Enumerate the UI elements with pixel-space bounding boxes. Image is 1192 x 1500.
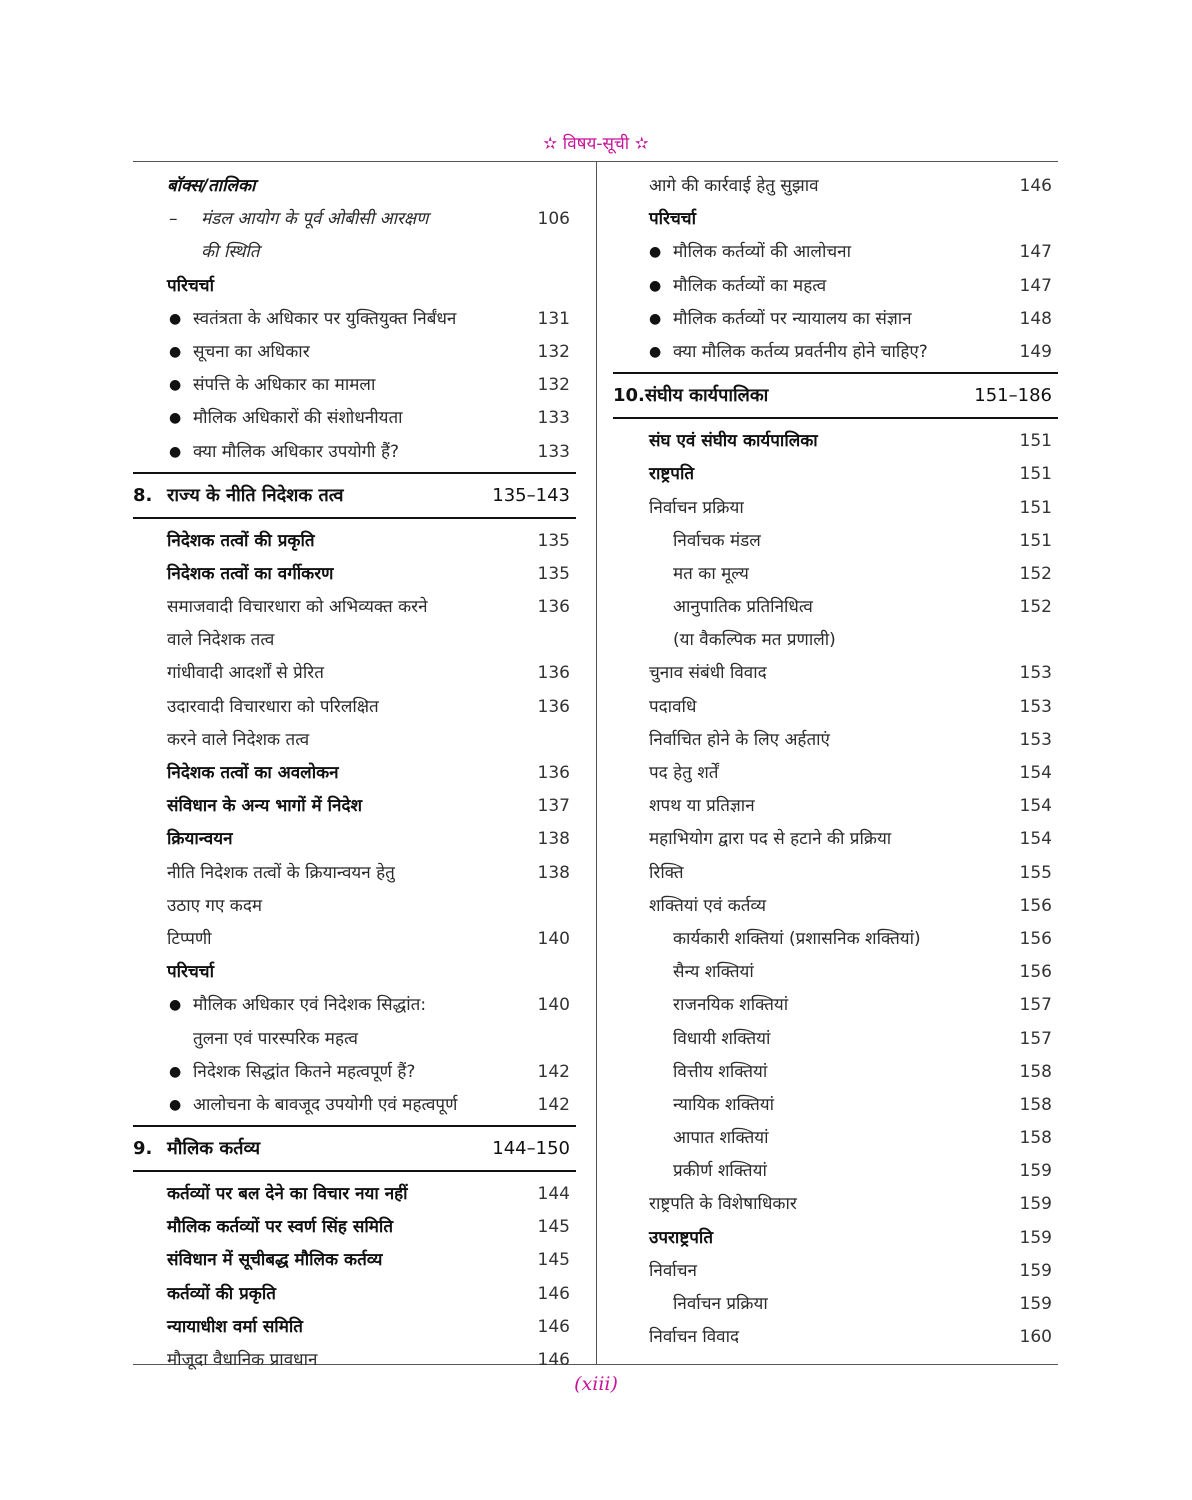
toc-entry-title: महाभियोग द्वारा पद से हटाने की प्रक्रिया — [649, 829, 892, 850]
toc-entry-title: आलोचना के बावजूद उपयोगी एवं महत्वपूर्ण — [193, 1094, 458, 1115]
toc-entry-title: आनुपातिक प्रतिनिधित्व — [673, 597, 813, 618]
toc-entry-title: क्रियान्वयन — [167, 829, 233, 850]
toc-entry — [613, 336, 1058, 369]
toc-entry — [613, 1288, 1058, 1321]
toc-entry-page: 131 — [537, 308, 570, 329]
page-number: (xiii) — [574, 1373, 618, 1395]
toc-entry-page: 138 — [537, 829, 570, 850]
toc-entry-page: 133 — [537, 441, 570, 462]
toc-entry — [613, 1321, 1058, 1354]
toc-entry-page: 146 — [537, 1316, 570, 1337]
chapter-number: 10. — [613, 385, 645, 407]
toc-entry-title: की स्थिति — [201, 242, 260, 263]
toc-entry-title: निदेशक सिद्धांत कितने महत्वपूर्ण हैं? — [193, 1061, 416, 1082]
toc-entry-title: संघ एवं संघीय कार्यपालिका — [649, 431, 818, 452]
toc-entry-title: उदारवादी विचारधारा को परिलक्षित — [167, 696, 379, 717]
toc-entry-page: 140 — [537, 928, 570, 949]
toc-entry — [613, 525, 1058, 558]
toc-entry-page: 154 — [1019, 796, 1052, 817]
toc-entry-page: 153 — [1019, 663, 1052, 684]
toc-entry-title: वाले निदेशक तत्व — [167, 630, 275, 651]
bullet-icon: ● — [169, 377, 182, 394]
toc-entry-page: 146 — [1019, 176, 1052, 196]
toc-entry — [613, 1188, 1058, 1221]
bullet-icon: ● — [169, 1096, 182, 1113]
toc-entry — [613, 624, 1058, 657]
toc-entry — [133, 1178, 576, 1211]
toc-entry — [133, 790, 576, 823]
toc-entry-page: 154 — [1019, 829, 1052, 850]
toc-entry-page: 155 — [1019, 862, 1052, 883]
toc-entry-title: शक्तियां एवं कर्तव्य — [649, 895, 767, 916]
toc-entry-page: 153 — [1019, 729, 1052, 750]
chapter-heading — [613, 372, 1058, 419]
toc-entry-title: बॉक्स/तालिका — [167, 176, 256, 196]
toc-entry — [613, 890, 1058, 923]
toc-entry — [613, 1255, 1058, 1288]
toc-entry-title: मौलिक कर्तव्यों पर न्यायालय का संज्ञान — [673, 308, 912, 329]
toc-entry-page: 135 — [537, 530, 570, 551]
toc-entry-title: गांधीवादी आदर्शों से प्रेरित — [167, 663, 324, 684]
toc-entry — [133, 170, 576, 203]
toc-entry-page: 156 — [1019, 928, 1052, 949]
toc-entry-title: कर्तव्यों पर बल देने का विचार नया नहीं — [167, 1184, 408, 1205]
toc-entry — [133, 303, 576, 336]
toc-entry-page: 158 — [1019, 1061, 1052, 1082]
toc-entry-title: निदेशक तत्वों की प्रकृति — [167, 530, 315, 551]
toc-entry-page: 160 — [1019, 1327, 1052, 1348]
chapter-title: संघीय कार्यपालिका — [645, 385, 769, 407]
toc-entry — [613, 857, 1058, 890]
toc-entry-title: शपथ या प्रतिज्ञान — [649, 796, 755, 817]
bullet-icon: ● — [169, 1063, 182, 1080]
toc-entry — [133, 1278, 576, 1311]
toc-entry-title: परिचर्चा — [649, 209, 697, 230]
page-header: ✫ विषय-सूची ✫ — [543, 134, 649, 154]
toc-entry-title: समाजवादी विचारधारा को अभिव्यक्त करने — [167, 597, 428, 618]
toc-entry — [133, 525, 576, 558]
toc-entry-page: 158 — [1019, 1128, 1052, 1149]
toc-entry — [613, 458, 1058, 491]
toc-entry-title: मौलिक अधिकारों की संशोधनीयता — [193, 408, 403, 429]
toc-entry-title: चुनाव संबंधी विवाद — [649, 663, 767, 684]
toc-entry-page: 145 — [537, 1217, 570, 1238]
toc-entry-page: 149 — [1019, 341, 1052, 362]
toc-entry-page: 151 — [1019, 464, 1052, 485]
toc-entry — [133, 1311, 576, 1344]
bullet-icon: ● — [649, 310, 662, 327]
toc-entry-page: 153 — [1019, 696, 1052, 717]
toc-entry — [613, 1222, 1058, 1255]
toc-entry-title: मत का मूल्य — [673, 563, 749, 584]
toc-entry — [613, 1023, 1058, 1056]
toc-entry-title: तुलना एवं पारस्परिक महत्व — [193, 1028, 358, 1049]
toc-entry — [133, 657, 576, 690]
toc-entry — [613, 989, 1058, 1022]
toc-entry-title: मौलिक कर्तव्यों की आलोचना — [673, 242, 851, 263]
toc-entry — [133, 857, 576, 890]
bullet-icon: ● — [169, 343, 182, 360]
bullet-icon: ● — [169, 997, 182, 1014]
toc-entry-title: निदेशक तत्वों का अवलोकन — [167, 763, 339, 783]
toc-entry — [133, 369, 576, 402]
toc-entry — [133, 757, 576, 790]
toc-entry — [133, 558, 576, 591]
toc-entry — [613, 425, 1058, 458]
toc-entry-page: 158 — [1019, 1094, 1052, 1115]
bullet-icon: ● — [169, 443, 182, 460]
bullet-icon: ● — [649, 343, 662, 360]
toc-entry-title: आपात शक्तियां — [673, 1128, 769, 1149]
toc-entry-page: 106 — [537, 209, 570, 230]
toc-entry-page: 151 — [1019, 431, 1052, 452]
toc-entry-title: वित्तीय शक्तियां — [673, 1061, 768, 1082]
toc-entry-page: 132 — [537, 341, 570, 362]
toc-entry-title: मौलिक अधिकार एवं निदेशक सिद्धांत: — [193, 995, 427, 1016]
chapter-title: राज्य के नीति निदेशक तत्व — [167, 484, 344, 506]
toc-entry-title: निदेशक तत्वों का वर्गीकरण — [167, 563, 334, 584]
toc-entry — [133, 203, 576, 236]
toc-entry-title: निर्वाचित होने के लिए अर्हताएं — [649, 729, 830, 750]
toc-entry-title: संविधान के अन्य भागों में निदेश — [167, 796, 363, 817]
toc-entry — [613, 956, 1058, 989]
toc-entry-title: कार्यकारी शक्तियां (प्रशासनिक शक्तियां) — [673, 928, 921, 949]
column-divider — [596, 161, 597, 1364]
toc-entry-page: 159 — [1019, 1294, 1052, 1314]
toc-entry-title: कर्तव्यों की प्रकृति — [167, 1283, 276, 1304]
toc-entry-page: 145 — [537, 1250, 570, 1271]
toc-entry-page: 152 — [1019, 563, 1052, 584]
toc-entry — [613, 657, 1058, 690]
toc-entry — [133, 724, 576, 757]
toc-entry — [613, 1155, 1058, 1188]
toc-entry-title: न्यायाधीश वर्मा समिति — [167, 1316, 303, 1337]
toc-entry — [133, 890, 576, 923]
toc-entry — [613, 492, 1058, 525]
bullet-icon: ● — [169, 410, 182, 427]
toc-entry-title: मौलिक कर्तव्यों पर स्वर्ण सिंह समिति — [167, 1217, 394, 1238]
toc-entry-title: संपत्ति के अधिकार का मामला — [193, 375, 376, 396]
toc-entry — [133, 923, 576, 956]
toc-entry — [613, 236, 1058, 269]
toc-entry — [133, 956, 576, 989]
toc-entry-title: सूचना का अधिकार — [193, 341, 310, 362]
toc-entry-page: 132 — [537, 375, 570, 396]
toc-entry-page: 140 — [537, 995, 570, 1016]
chapter-number: 8. — [133, 484, 153, 506]
toc-entry-title: (या वैकल्पिक मत प्रणाली) — [673, 630, 836, 651]
toc-entry — [613, 691, 1058, 724]
toc-entry — [133, 591, 576, 624]
toc-entry — [613, 757, 1058, 790]
toc-entry-title: निर्वाचन — [649, 1260, 697, 1281]
toc-entry — [133, 436, 576, 469]
toc-entry-page: 138 — [537, 862, 570, 883]
chapter-page-range: 151–186 — [974, 385, 1052, 407]
toc-right-column — [613, 170, 1058, 1354]
toc-entry-title: क्या मौलिक कर्तव्य प्रवर्तनीय होने चाहिए? — [673, 341, 928, 362]
toc-entry-page: 142 — [537, 1094, 570, 1115]
toc-entry — [613, 270, 1058, 303]
toc-entry-page: 159 — [1019, 1194, 1052, 1215]
toc-entry-page: 146 — [537, 1350, 570, 1370]
chapter-title: मौलिक कर्तव्य — [167, 1138, 261, 1160]
toc-entry — [613, 923, 1058, 956]
toc-entry-title: मौलिक कर्तव्यों का महत्व — [673, 275, 827, 296]
toc-entry-page: 136 — [537, 597, 570, 618]
bullet-icon: ● — [169, 310, 182, 327]
toc-entry-title: टिप्पणी — [167, 928, 212, 949]
toc-entry — [613, 170, 1058, 203]
toc-entry-title: राजनयिक शक्तियां — [673, 995, 789, 1016]
toc-entry-title: मंडल आयोग के पूर्व ओबीसी आरक्षण — [201, 209, 429, 230]
chapter-page-range: 135–143 — [492, 484, 570, 506]
toc-entry — [133, 1056, 576, 1089]
toc-entry — [133, 989, 576, 1022]
toc-entry-title: पदावधि — [649, 696, 697, 717]
chapter-number: 9. — [133, 1138, 153, 1160]
toc-entry-title: परिचर्चा — [167, 962, 215, 983]
toc-entry — [133, 336, 576, 369]
toc-entry-title: निर्वाचन प्रक्रिया — [649, 497, 744, 518]
toc-entry-title: न्यायिक शक्तियां — [673, 1094, 775, 1115]
toc-entry-title: मौजूदा वैधानिक प्रावधान — [167, 1350, 318, 1370]
toc-entry-title: उपराष्ट्रपति — [649, 1227, 714, 1248]
toc-entry-title: प्रकीर्ण शक्तियां — [673, 1161, 767, 1182]
toc-entry-title: आगे की कार्रवाई हेतु सुझाव — [649, 176, 819, 196]
chapter-heading — [133, 1125, 576, 1172]
toc-entry-page: 151 — [1019, 497, 1052, 518]
chapter-heading — [133, 472, 576, 519]
toc-entry-page: 137 — [537, 796, 570, 817]
toc-entry — [133, 236, 576, 269]
toc-entry — [133, 1089, 576, 1122]
toc-entry — [133, 1211, 576, 1244]
toc-entry — [613, 1056, 1058, 1089]
toc-entry-page: 151 — [1019, 530, 1052, 551]
toc-entry-page: 154 — [1019, 763, 1052, 783]
toc-entry-page: 157 — [1019, 1028, 1052, 1049]
toc-entry-page: 136 — [537, 696, 570, 717]
toc-entry — [133, 1023, 576, 1056]
toc-entry-page: 146 — [537, 1283, 570, 1304]
toc-entry-page: 152 — [1019, 597, 1052, 618]
toc-entry — [613, 790, 1058, 823]
toc-entry — [613, 724, 1058, 757]
bullet-icon: ● — [649, 244, 662, 261]
toc-entry-page: 156 — [1019, 962, 1052, 983]
toc-entry-page: 147 — [1019, 242, 1052, 263]
toc-entry-title: विधायी शक्तियां — [673, 1028, 771, 1049]
bullet-icon: ● — [649, 277, 662, 294]
toc-entry-title: करने वाले निदेशक तत्व — [167, 729, 310, 750]
toc-entry-title: पद हेतु शर्तें — [649, 763, 719, 783]
toc-entry-title: रिक्ति — [649, 862, 684, 883]
toc-entry-title: क्या मौलिक अधिकार उपयोगी हैं? — [193, 441, 400, 462]
toc-entry-title: सैन्य शक्तियां — [673, 962, 754, 983]
toc-entry-title: स्वतंत्रता के अधिकार पर युक्तियुक्त निर्बंधन — [193, 308, 457, 329]
toc-entry-title: निर्वाचन विवाद — [649, 1327, 740, 1348]
chapter-page-range: 144–150 — [492, 1138, 570, 1160]
toc-entry-title: परिचर्चा — [167, 275, 215, 296]
toc-entry-page: 136 — [537, 663, 570, 684]
toc-entry — [613, 823, 1058, 856]
toc-entry-page: 147 — [1019, 275, 1052, 296]
toc-entry — [613, 303, 1058, 336]
toc-entry-page: 148 — [1019, 308, 1052, 329]
toc-entry-page: 135 — [537, 563, 570, 584]
toc-entry — [613, 1089, 1058, 1122]
toc-entry-page: 136 — [537, 763, 570, 783]
toc-entry — [613, 558, 1058, 591]
toc-entry — [613, 591, 1058, 624]
toc-entry — [133, 1244, 576, 1277]
toc-entry — [133, 402, 576, 435]
toc-entry-page: 144 — [537, 1184, 570, 1205]
dash-marker: – — [169, 209, 178, 230]
toc-entry-page: 159 — [1019, 1161, 1052, 1182]
toc-left-column — [133, 170, 576, 1377]
toc-entry-page: 159 — [1019, 1227, 1052, 1248]
toc-entry-title: निर्वाचन प्रक्रिया — [673, 1294, 768, 1314]
toc-entry — [133, 691, 576, 724]
toc-entry-page: 159 — [1019, 1260, 1052, 1281]
toc-entry — [613, 1122, 1058, 1155]
toc-entry — [133, 270, 576, 303]
toc-entry-page: 142 — [537, 1061, 570, 1082]
toc-entry-title: संविधान में सूचीबद्ध मौलिक कर्तव्य — [167, 1250, 383, 1271]
toc-entry — [133, 624, 576, 657]
toc-entry-title: राष्ट्रपति — [649, 464, 695, 485]
toc-entry-title: राष्ट्रपति के विशेषाधिकार — [649, 1194, 797, 1215]
toc-entry-title: नीति निदेशक तत्वों के क्रियान्वयन हेतु — [167, 862, 395, 883]
toc-entry-page: 133 — [537, 408, 570, 429]
toc-entry-page: 157 — [1019, 995, 1052, 1016]
toc-entry-page: 156 — [1019, 895, 1052, 916]
toc-entry-title: उठाए गए कदम — [167, 895, 263, 916]
toc-entry — [613, 203, 1058, 236]
toc-entry — [133, 823, 576, 856]
toc-entry-title: निर्वाचक मंडल — [673, 530, 761, 551]
